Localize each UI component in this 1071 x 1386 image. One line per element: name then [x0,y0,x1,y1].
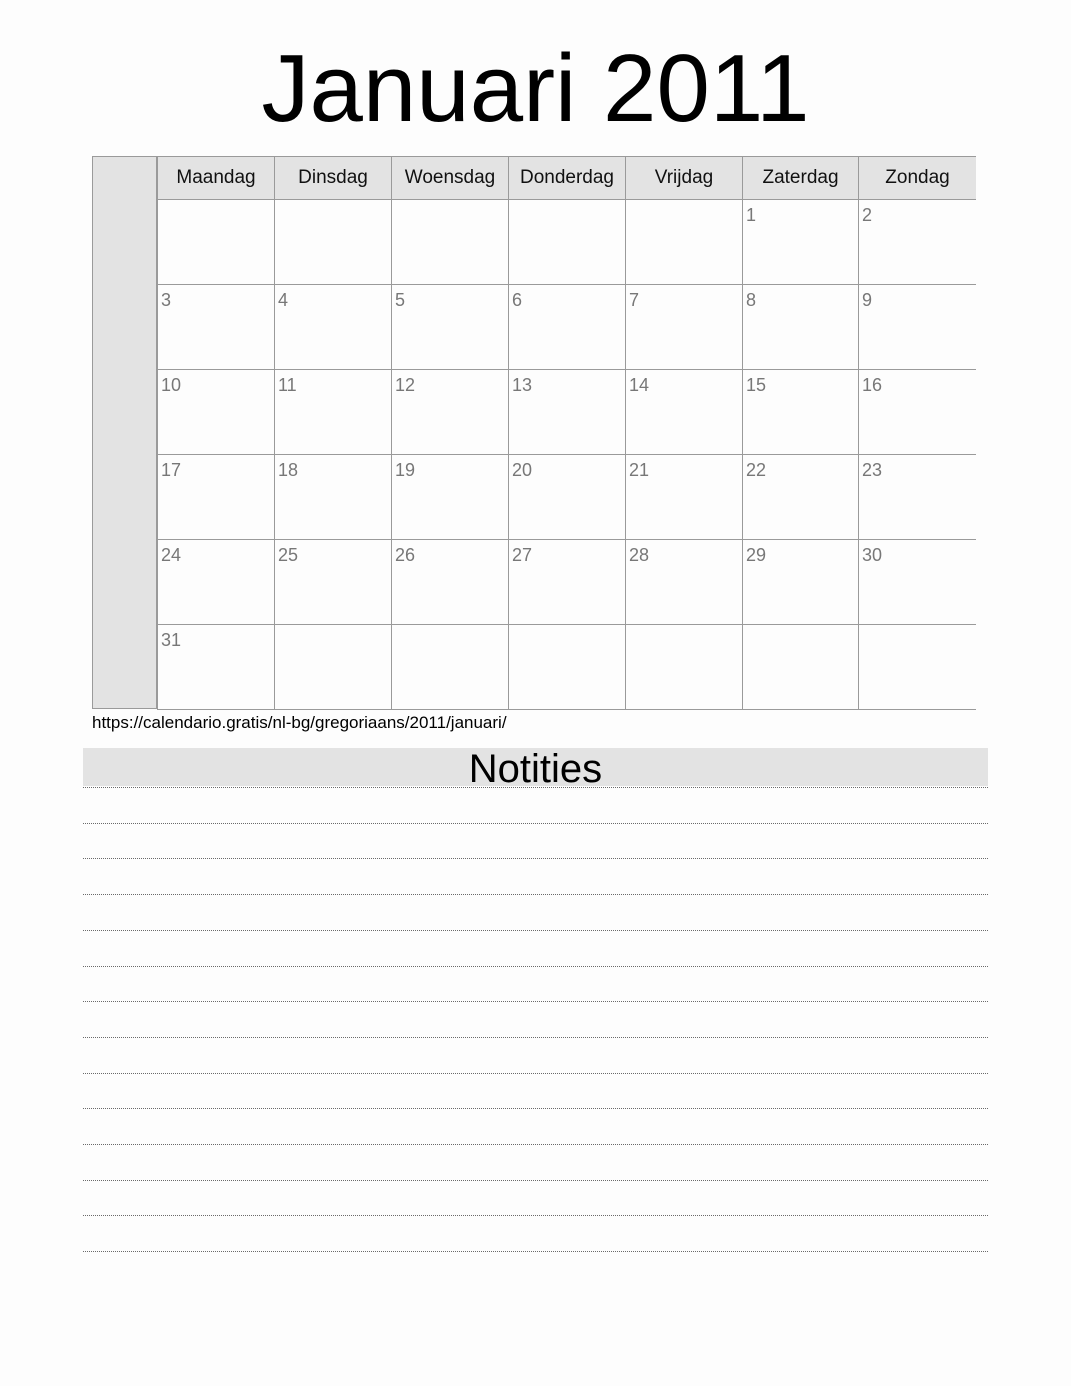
day-number: 7 [629,290,640,310]
day-cell [508,625,625,710]
day-number: 18 [278,460,299,480]
day-number: 8 [746,290,757,310]
day-cell [625,455,742,540]
day-cell [274,455,391,540]
day-number: 11 [278,375,297,395]
day-cell [625,540,742,625]
day-number: 9 [862,290,873,310]
page-title: Januari 2011 [261,35,810,142]
day-cell [157,285,274,370]
notes-line [83,1144,988,1145]
day-cell [858,540,976,625]
weekday-header-donderdag: Donderdag [508,157,625,200]
day-number: 1 [746,205,757,225]
day-cell [858,200,976,285]
notes-line [83,894,988,895]
day-number: 14 [629,375,650,395]
day-number: 6 [512,290,523,310]
day-cell [391,540,508,625]
day-number: 31 [161,630,182,650]
day-cell [742,540,858,625]
notes-line [83,1073,988,1074]
day-cell [508,455,625,540]
day-cell [157,625,274,710]
day-cell [508,540,625,625]
day-cell [274,540,391,625]
notes-line [83,858,988,859]
day-number: 3 [161,290,172,310]
weekday-header-zaterdag: Zaterdag [742,157,858,200]
day-cell [157,540,274,625]
calendar-grid [157,156,976,709]
day-cell [157,200,274,285]
week-number-column [92,156,157,709]
day-number: 30 [862,545,883,565]
day-cell [391,455,508,540]
day-cell [742,285,858,370]
weekday-header-woensdag: Woensdag [391,157,508,200]
day-number: 27 [512,545,533,565]
day-number: 25 [278,545,299,565]
day-cell [391,285,508,370]
day-number: 29 [746,545,767,565]
day-number: 5 [395,290,406,310]
day-cell [625,625,742,710]
day-cell [274,625,391,710]
notes-line [83,1180,988,1181]
day-cell [625,285,742,370]
weekday-header-zondag: Zondag [858,157,976,200]
day-number: 16 [862,375,883,395]
day-number: 28 [629,545,650,565]
day-cell [274,285,391,370]
notes-line [83,966,988,967]
day-cell [274,370,391,455]
source-url: https://calendario.gratis/nl-bg/gregoriaans/2011/januari/ [92,713,507,732]
day-number: 15 [746,375,767,395]
notes-line [83,1001,988,1002]
day-number: 13 [512,375,533,395]
day-cell [391,625,508,710]
day-cell [742,455,858,540]
weekday-header-dinsdag: Dinsdag [274,157,391,200]
day-number: 23 [862,460,883,480]
day-number: 4 [278,290,289,310]
day-cell [391,200,508,285]
day-cell [508,200,625,285]
notes-title: Notities [83,748,988,786]
calendar-table [92,156,976,709]
notes-line [83,823,988,824]
day-cell [625,370,742,455]
day-number: 26 [395,545,416,565]
day-cell [508,285,625,370]
notes-line [83,1215,988,1216]
day-cell [625,200,742,285]
notes-line [83,1251,988,1252]
day-number: 10 [161,375,182,395]
day-cell [157,370,274,455]
day-cell [274,200,391,285]
weekday-header-vrijdag: Vrijdag [625,157,742,200]
day-number: 17 [161,460,182,480]
day-cell [391,370,508,455]
day-cell [858,285,976,370]
day-cell [742,625,858,710]
day-number: 2 [862,205,873,225]
day-cell [742,370,858,455]
day-number: 20 [512,460,533,480]
day-number: 24 [161,545,182,565]
day-cell [157,455,274,540]
day-cell [742,200,858,285]
day-number: 12 [395,375,416,395]
day-cell [508,370,625,455]
notes-line [83,1037,988,1038]
day-number: 19 [395,460,416,480]
day-number: 22 [746,460,767,480]
notes-line [83,930,988,931]
notes-line [83,1108,988,1109]
day-cell [858,455,976,540]
day-cell [858,370,976,455]
day-number: 21 [629,460,650,480]
day-cell [858,625,976,710]
weekday-header-maandag: Maandag [157,157,274,200]
notes-line [83,787,988,788]
